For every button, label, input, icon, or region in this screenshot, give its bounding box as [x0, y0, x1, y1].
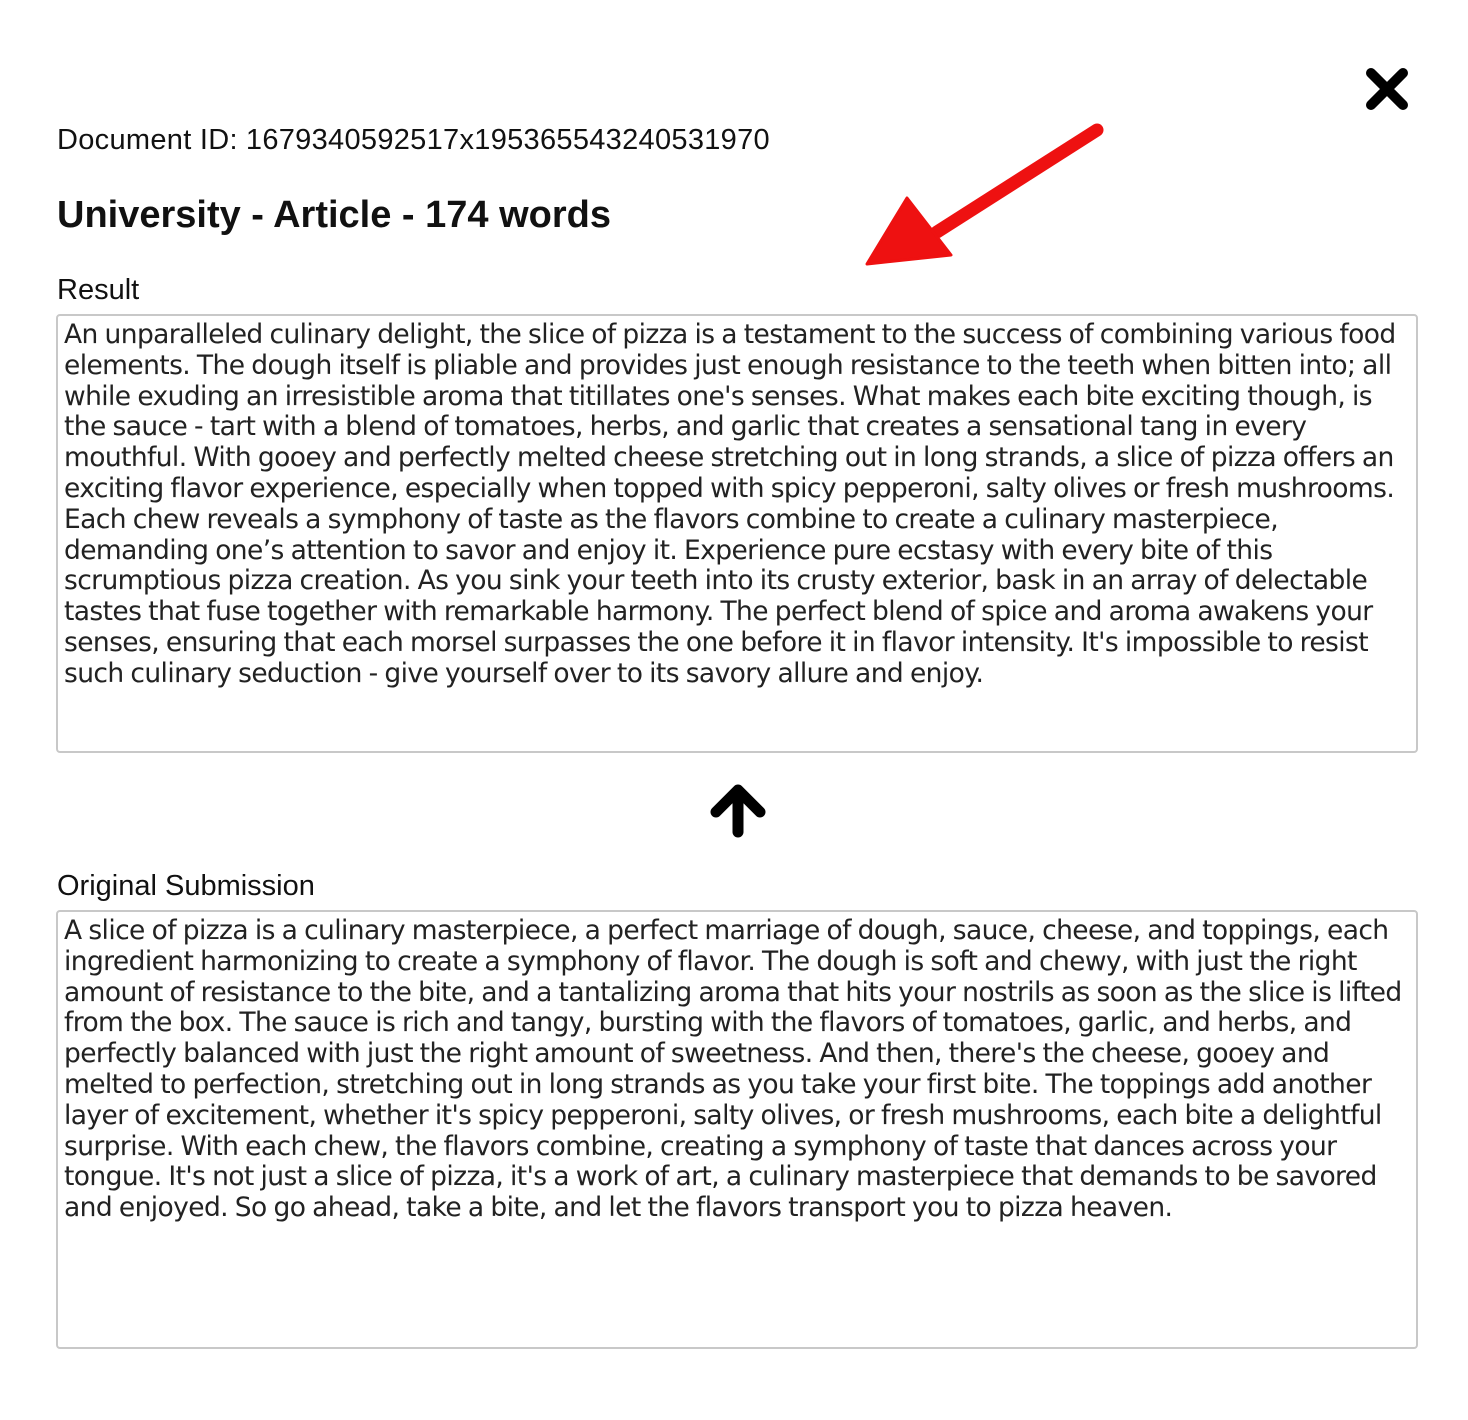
close-icon: [1362, 64, 1412, 114]
result-textarea[interactable]: [56, 314, 1418, 753]
page-title: University - Article - 174 words: [57, 194, 612, 236]
swap-button[interactable]: [708, 782, 768, 840]
result-label: Result: [57, 274, 140, 306]
document-id-value: 1679340592517x195365543240531970: [245, 124, 770, 156]
arrow-up-icon: [708, 782, 768, 840]
red-annotation-arrow-icon: [845, 110, 1125, 290]
document-id: [57, 124, 770, 157]
document-id-label: Document ID:: [57, 124, 238, 156]
original-submission-textarea[interactable]: [56, 910, 1418, 1349]
original-submission-label: Original Submission: [57, 870, 315, 902]
close-button[interactable]: [1362, 64, 1412, 114]
